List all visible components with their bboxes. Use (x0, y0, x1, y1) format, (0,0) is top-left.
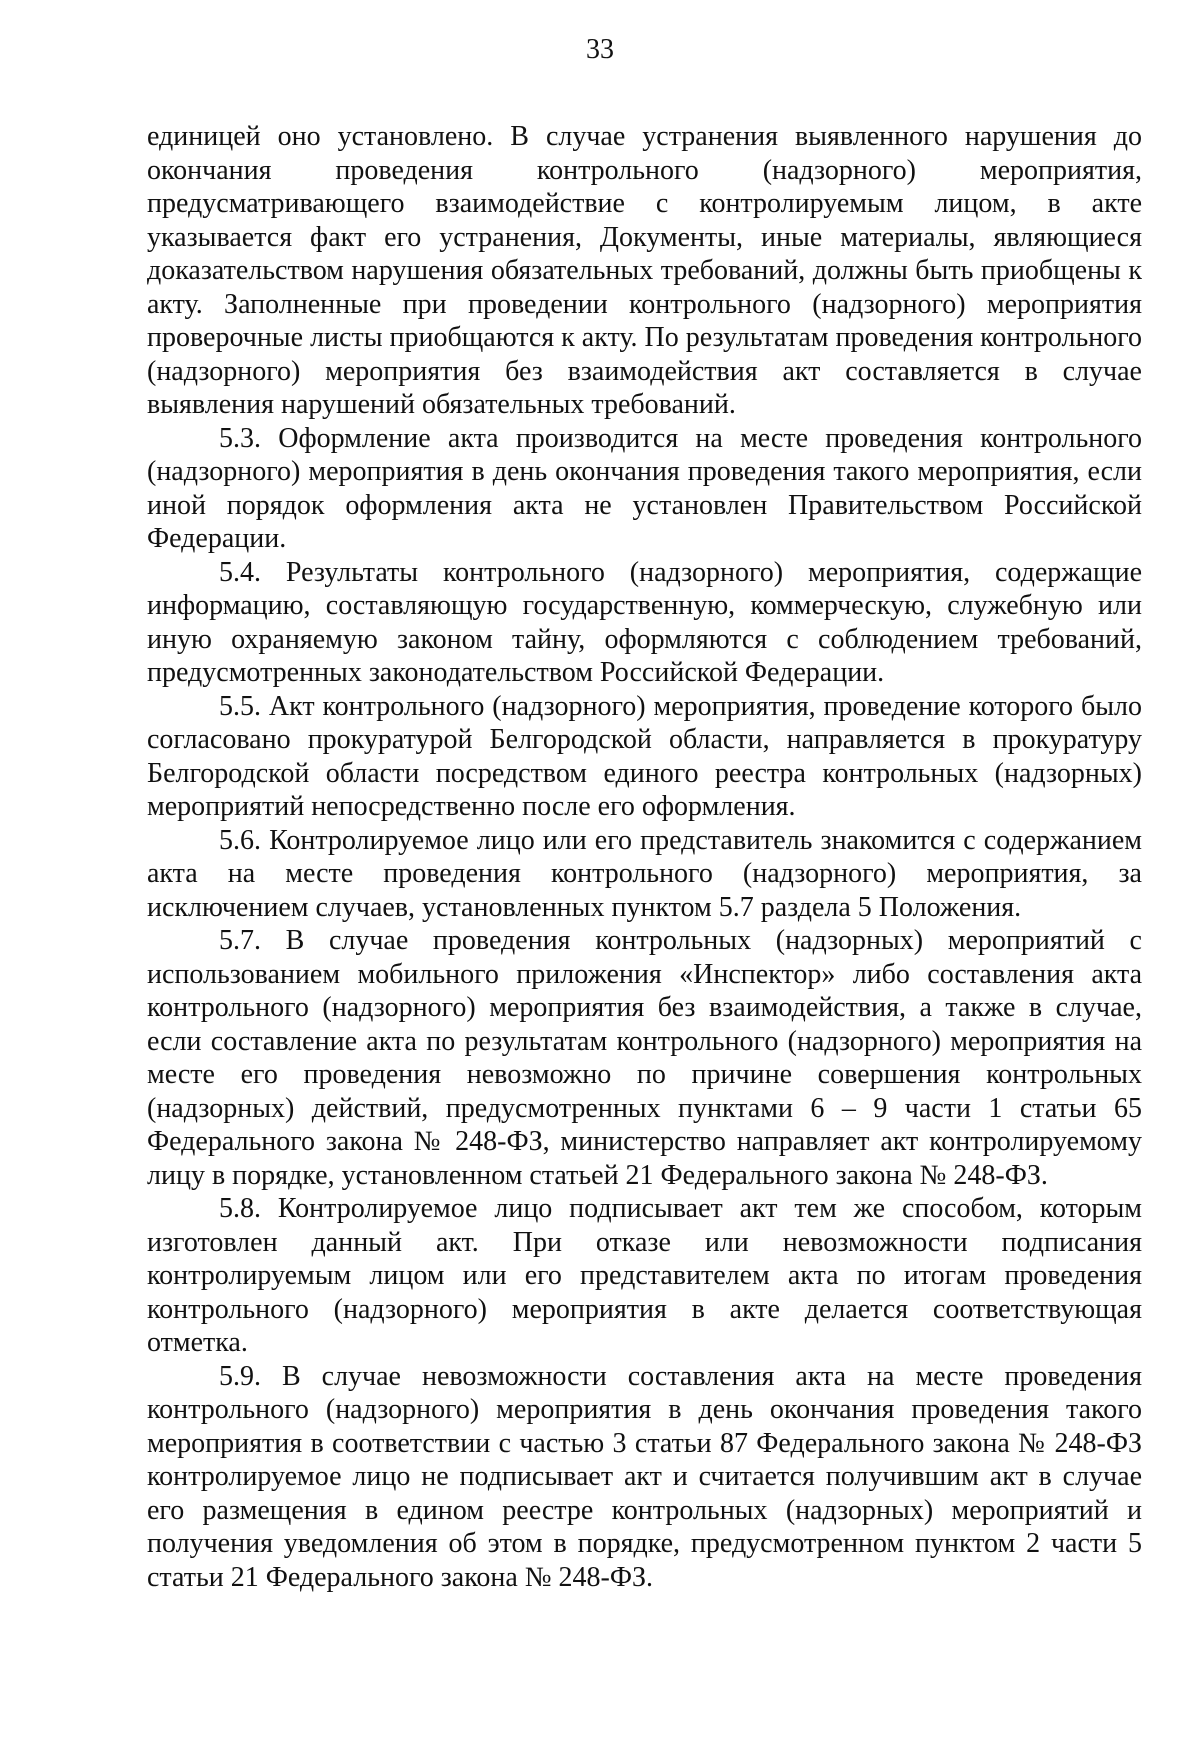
paragraph-continuation: единицей оно установлено. В случае устранения выявленного нарушения до окончания проведения контрольного (надзорного) мероприятия, предусматривающего взаимодействие с контролируемым лицом, в акте указывается факт его устранения, Документы, иные материалы, являющиеся доказательством нарушения обязательных требований, должны быть приобщены к акту. Заполненные при проведении контрольного (надзорного) мероприятия проверочные листы приобщаются к акту. По результатам проведения контрольного (надзорного) мероприятия без взаимодействия акт составляется в случае выявления нарушений обязательных требований. (147, 121, 1142, 420)
paragraph-5-7: 5.7. В случае проведения контрольных (надзорных) мероприятий с использованием мобильного приложения «Инспектор» либо составления акта контрольного (надзорного) мероприятия без взаимодействия, а также в случае, если составление акта по результатам контрольного (надзорного) мероприятия на месте его проведения невозможно по причине совершения контрольных (надзорных) действий, предусмотренных пунктами 6 – 9 части 1 статьи 65 Федерального закона № 248-ФЗ, министерство направляет акт контролируемому лицу в порядке, установленном статьей 21 Федерального закона № 248-ФЗ. (147, 925, 1142, 1191)
paragraph-5-8: 5.8. Контролируемое лицо подписывает акт тем же способом, которым изготовлен данный акт. При отказе или невозможности подписания контролируемым лицом или его представителем акта по итогам проведения контрольного (надзорного) мероприятия в акте делается соответствующая отметка. (147, 1193, 1142, 1358)
page-number: 33 (586, 34, 614, 65)
paragraph-5-6: 5.6. Контролируемое лицо или его представитель знакомится с содержанием акта на месте проведения контрольного (надзорного) мероприятия, за исключением случаев, установленных пунктом 5.7 раздела 5 Положения. (147, 824, 1142, 923)
paragraph-5-9: 5.9. В случае невозможности составления акта на месте проведения контрольного (надзорного) мероприятия в день окончания проведения такого мероприятия в соответствии с частью 3 статьи 87 Федерального закона № 248-ФЗ контролируемое лицо не подписывает акт и считается получившим акт в случае его размещения в едином реестре контрольных (надзорных) мероприятий и получения уведомления об этом в порядке, предусмотренном пунктом 2 части 5 статьи 21 Федерального закона № 248-ФЗ. (147, 1360, 1142, 1593)
paragraph-5-3: 5.3. Оформление акта производится на месте проведения контрольного (надзорного) мероприятия в день окончания проведения такого мероприятия, если иной порядок оформления акта не установлен Правительством Российской Федерации. (147, 422, 1142, 554)
paragraph-5-4: 5.4. Результаты контрольного (надзорного) мероприятия, содержащие информацию, составляющую государственную, коммерческую, служебную или иную охраняемую законом тайну, оформляются с соблюдением требований, предусмотренных законодательством Российской Федерации. (147, 556, 1142, 688)
document-body (147, 120, 1142, 1594)
paragraph-5-5: 5.5. Акт контрольного (надзорного) мероприятия, проведение которого было согласовано прокуратурой Белгородской области, направляется в прокуратуру Белгородской области посредством единого реестра контрольных (надзорных) мероприятий непосредственно после его оформления. (147, 690, 1142, 822)
